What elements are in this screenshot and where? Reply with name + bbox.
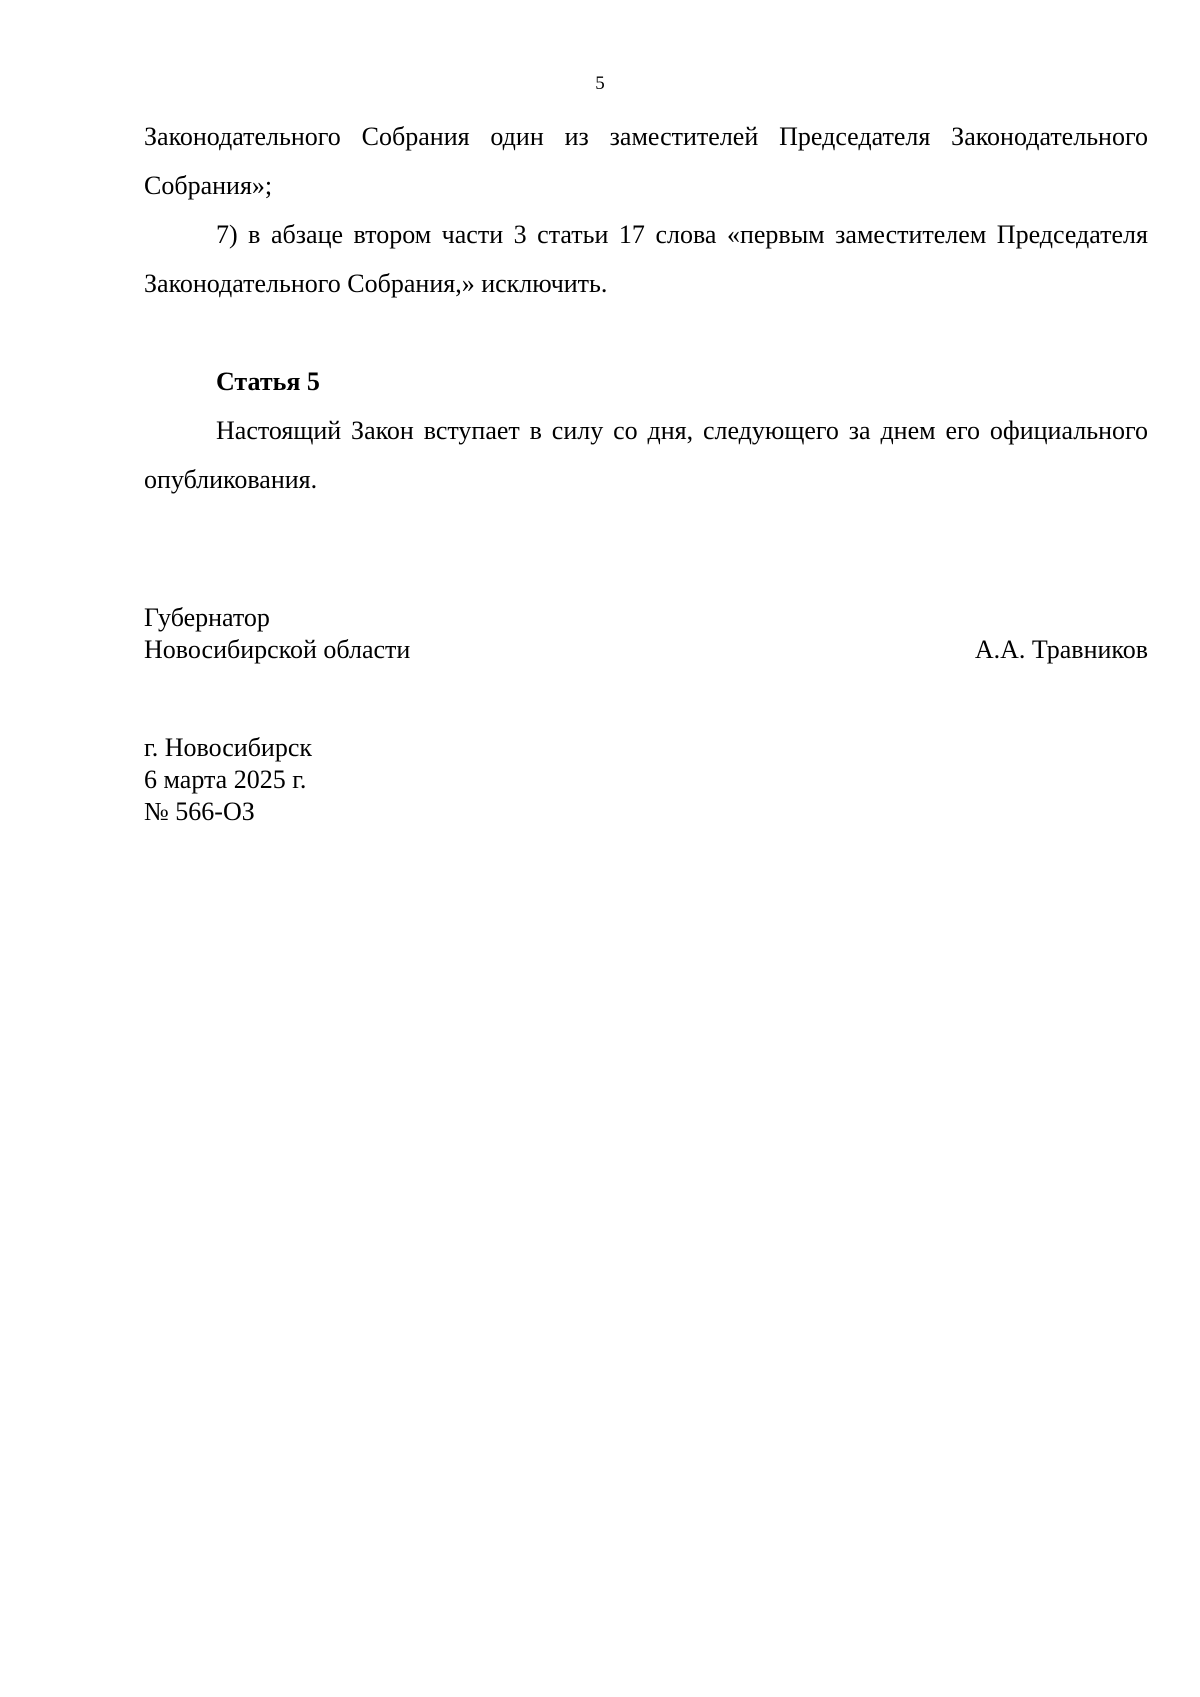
paragraph-continuation: Законодательного Собрания один из заместителей Председателя Законодательного Собрания»; xyxy=(144,122,1148,200)
law-number: № 566-ОЗ xyxy=(144,797,255,826)
signature-block xyxy=(144,602,1148,666)
date: 6 марта 2025 г. xyxy=(144,765,307,794)
list-item-7: 7) в абзаце втором части 3 статьи 17 слова «первым заместителем Председателя Законодательного Собрания,» исключить. xyxy=(144,220,1148,298)
document-body xyxy=(144,112,1148,504)
signer-name: А.А. Травников xyxy=(974,635,1148,664)
article-text: Настоящий Закон вступает в силу со дня, следующего за днем его официального опубликования. xyxy=(144,416,1148,494)
place-date-block xyxy=(144,732,312,828)
signer-region: Новосибирской области xyxy=(144,635,411,664)
city: г. Новосибирск xyxy=(144,733,313,762)
article-heading: Статья 5 xyxy=(216,367,320,396)
signer-title: Губернатор xyxy=(144,603,270,632)
page-number: 5 xyxy=(595,73,605,94)
signature-row xyxy=(144,634,1148,666)
